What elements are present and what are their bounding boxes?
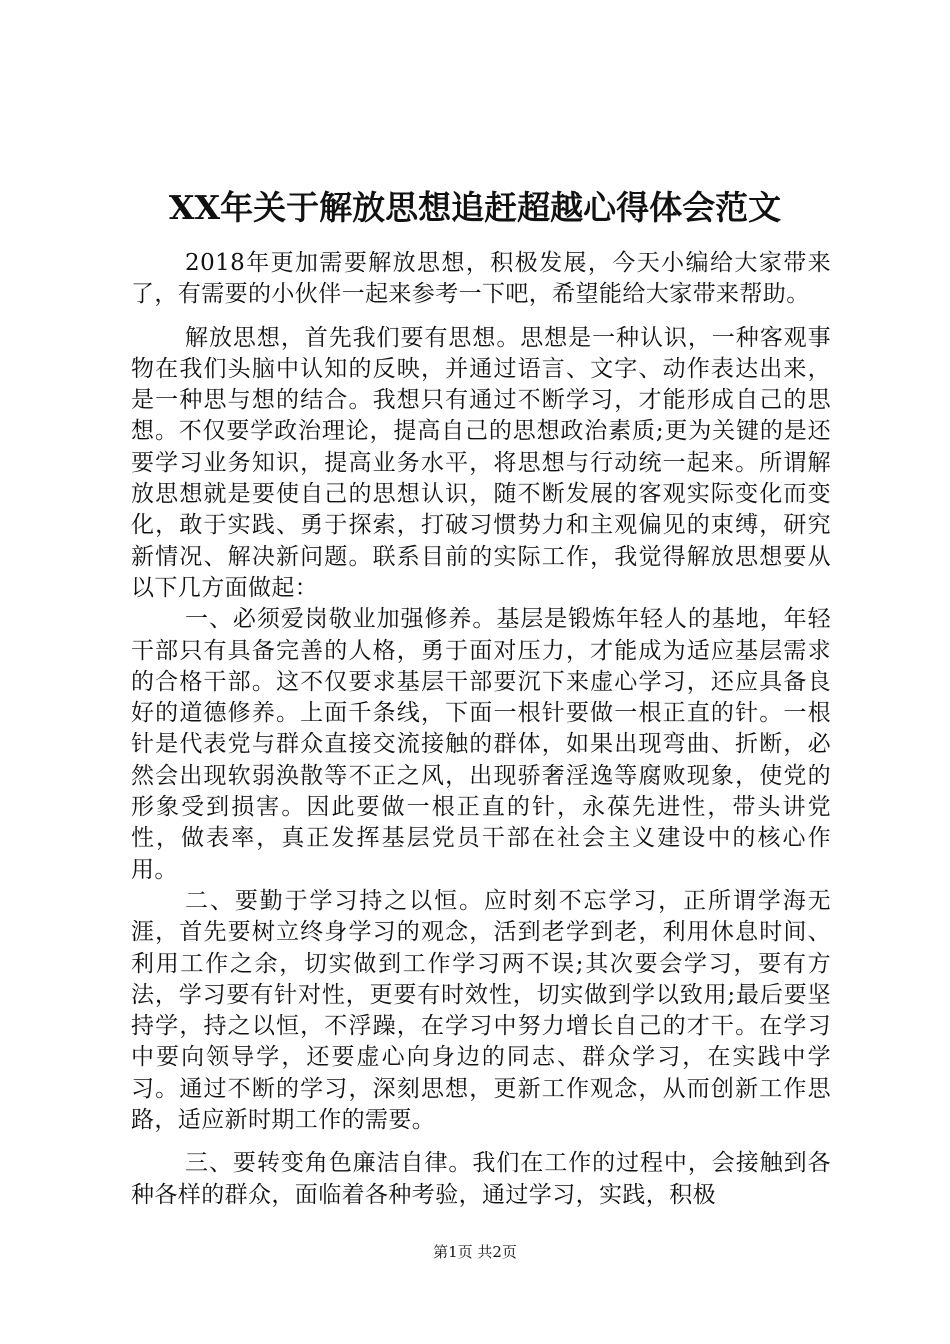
paragraph-point-one: 一、必须爱岗敬业加强修养。基层是锻炼年轻人的基地，年轻干部只有具备完善的人格，勇于面对压力，才能成为适应基层需求的合格干部。这不仅要求基层干部要沉下来虚心学习，还应具备良好的道德修养。上面千条线，下面一根针要做一根正直的针。一根针是代表党与群众直接交流接触的群体，如果出现弯曲、折断，必然会出现软弱涣散等不正之风，出现骄奢淫逸等腐败现象，使党的形象受到损害。因此要做一根正直的针，永葆先进性，带头讲党性，做表率，真正发挥基层党员干部在社会主义建设中的核心作用。 <box>131 606 831 883</box>
paragraph-emancipate-thought: 解放思想，首先我们要有思想。思想是一种认识，一种客观事物在我们头脑中认知的反映，并通过语言、文字、动作表达出来，是一种思与想的结合。我想只有通过不断学习，才能形成自己的思想。不仅要学政治理论，提高自己的思想政治素质;更为关键的是还要学习业务知识，提高业务水平，将思想与行动统一起来。所谓解放思想就是要使自己的思想认识，随不断发展的客观实际变化而变化，敢于实践、勇于探索，打破习惯势力和主观偏见的束缚，研究新情况、解决新问题。联系目前的实际工作，我觉得解放思想要从以下几方面做起： <box>131 324 831 601</box>
page-number-footer: 第1页 共2页 <box>433 1243 517 1261</box>
paragraph-point-three: 三、要转变角色廉洁自律。我们在工作的过程中，会接触到各种各样的群众，面临着各种考验，通过学习，实践，积极 <box>131 1150 831 1208</box>
document-title: XX年关于解放思想追赶超越心得体会范文 <box>168 188 782 227</box>
paragraph-point-two: 二、要勤于学习持之以恒。应时刻不忘学习，正所谓学海无涯，首先要树立终身学习的观念，活到老学到老，利用休息时间、利用工作之余，切实做到工作学习两不误;其次要会学习，要有方法，学习要有针对性，更要有时效性，切实做到学以致用;最后要坚持学，持之以恒，不浮躁，在学习中努力增长自己的才干。在学习中要向领导学，还要虚心向身边的同志、群众学习，在实践中学习。通过不断的学习，深刻思想，更新工作观念，从而创新工作思路，适应新时期工作的需要。 <box>131 887 831 1134</box>
document-body <box>131 236 831 1211</box>
paragraph-intro: 2018年更加需要解放思想，积极发展，今天小编给大家带来了，有需要的小伙伴一起来参考一下吧，希望能给大家带来帮助。 <box>131 250 831 308</box>
